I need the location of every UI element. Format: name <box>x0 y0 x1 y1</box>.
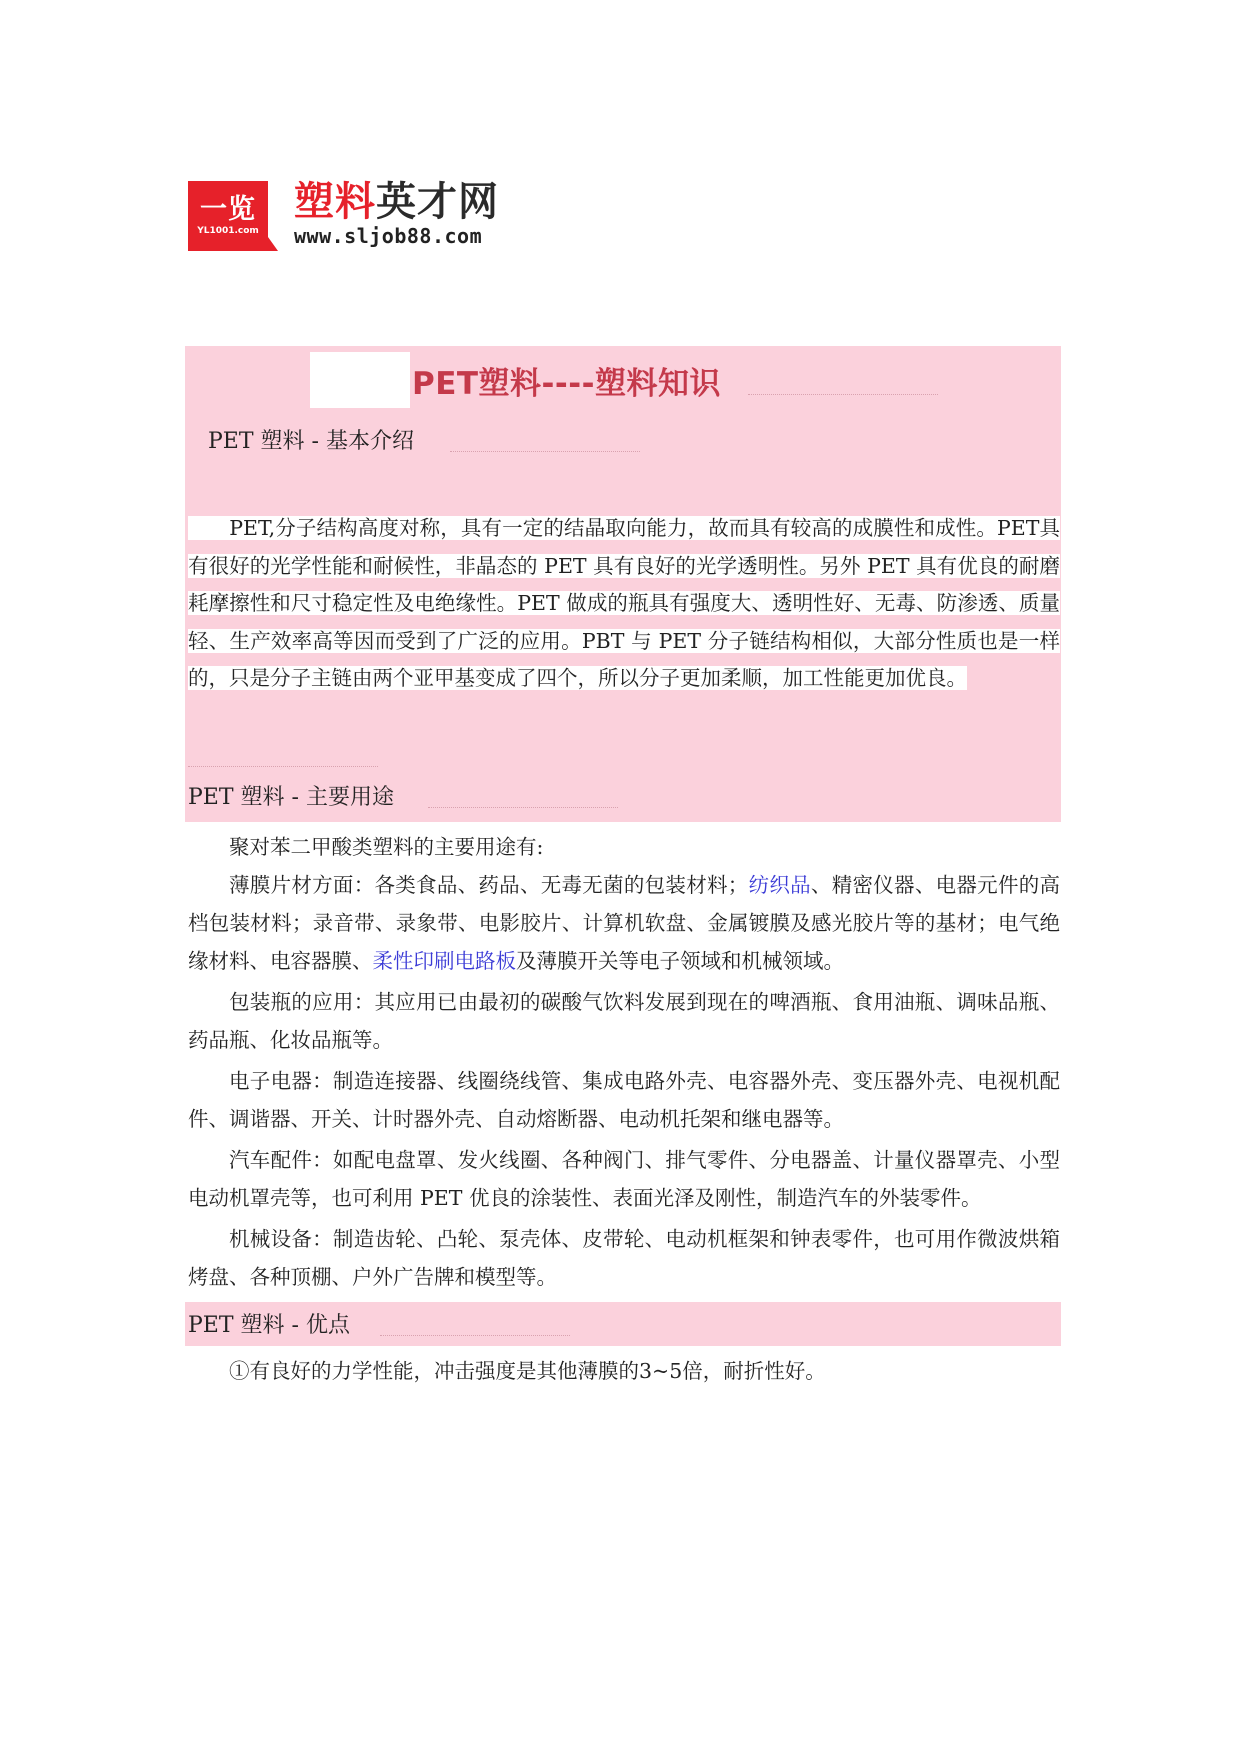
uses-bottle: 包装瓶的应用：其应用已由最初的碳酸气饮料发展到现在的啤酒瓶、食用油瓶、调味品瓶、药品瓶、化妆品瓶等。 <box>188 990 1060 1052</box>
intro-paragraph-text: PET,分子结构高度对称，具有一定的结晶取向能力，故而具有较高的成膜性和成性。PET具有很好的光学性能和耐候性，非晶态的 PET 具有良好的光学透明性。另外 PET 具有优良的耐磨耗摩擦性和尺寸稳定性及电绝缘性。PET 做成的瓶具有强度大、透明性好、无毒、防渗透、质量轻、生产效率高等因而受到了广泛的应用。PBT 与 PET 分子链结构相似，大部分性质也是一样的，只是分子主链由两个亚甲基变成了四个，所以分子更加柔顺，加工性能更加优良。 <box>188 516 1061 690</box>
logo-badge-main: 一览 <box>200 194 256 225</box>
logo-badge-sub: YL1001.com <box>197 226 259 236</box>
uses-machinery: 机械设备：制造齿轮、凸轮、泵壳体、皮带轮、电动机框架和钟表零件，也可用作微波烘箱烤盘、各种顶棚、户外广告牌和模型等。 <box>188 1227 1060 1289</box>
logo-site-name <box>294 181 499 223</box>
section-dotted-rule <box>380 1335 570 1336</box>
uses-film: 薄膜片材方面：各类食品、药品、无毒无菌的包装材料；纺织品、精密仪器、电器元件的高档包装材料；录音带、录象带、电影胶片、计算机软盘、金属镀膜及感光胶片等的基材；电气绝缘材料、电容器膜、柔性印刷电路板及薄膜开关等电子领域和机械领域。 <box>188 873 1061 973</box>
section-heading-advantages: PET 塑料 - 优点 <box>188 1313 350 1338</box>
site-logo[interactable] <box>188 181 499 251</box>
uses-auto: 汽车配件：如配电盘罩、发火线圈、各种阀门、排气零件、分电器盖、计量仪器罩壳、小型电动机罩壳等，也可利用 PET 优良的涂装性、表面光泽及刚性，制造汽车的外装零件。 <box>188 1148 1060 1210</box>
logo-badge <box>188 181 268 251</box>
section-dotted-rule <box>450 451 640 452</box>
title-dotted-rule <box>748 394 938 395</box>
page-title: PET塑料----塑料知识 <box>412 365 722 402</box>
uses-electronics: 电子电器：制造连接器、线圈绕线管、集成电路外壳、电容器外壳、变压器外壳、电视机配件、调谐器、开关、计时器外壳、自动熔断器、电动机托架和继电器等。 <box>188 1069 1060 1131</box>
advantages-body <box>188 1352 1060 1390</box>
section-heading-uses: PET 塑料 - 主要用途 <box>188 785 394 810</box>
logo-text <box>294 181 499 249</box>
uses-body <box>188 828 1060 1296</box>
section-dotted-rule <box>428 807 618 808</box>
title-white-box <box>310 352 410 408</box>
logo-url: www.sljob88.com <box>294 224 483 248</box>
link-textiles[interactable]: 纺织品 <box>748 873 811 897</box>
link-flexible-pcb[interactable]: 柔性印刷电路板 <box>372 949 516 973</box>
page-title-row <box>310 352 721 408</box>
logo-name-dark: 英才网 <box>376 179 499 225</box>
section-heading-intro: PET 塑料 - 基本介绍 <box>208 429 414 454</box>
intro-paragraph <box>188 510 1060 698</box>
uses-intro: 聚对苯二甲酸类塑料的主要用途有: <box>229 835 544 859</box>
advantage-item-1: ①有良好的力学性能，冲击强度是其他薄膜的3~5倍，耐折性好。 <box>229 1359 826 1383</box>
logo-name-red: 塑料 <box>294 179 376 225</box>
section-dotted-rule <box>188 766 378 767</box>
